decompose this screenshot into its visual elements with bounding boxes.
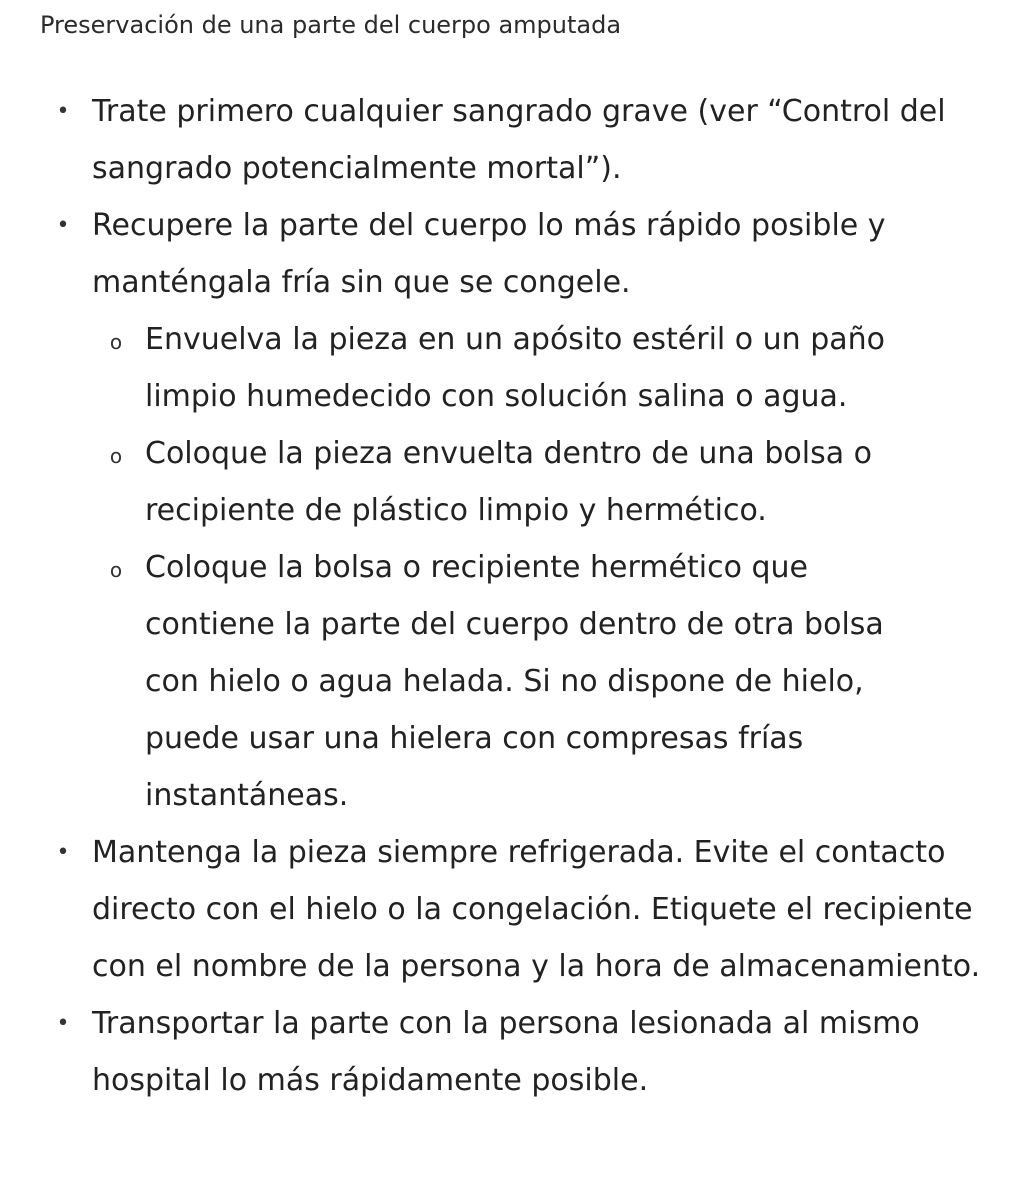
- sub-list-item-text: Coloque la bolsa o recipiente hermético que contiene la parte del cuerpo dentro de otra bolsa con hielo o agua helada. Si no dispone de hielo, puede usar una hielera con compresas frías instantáneas.: [145, 550, 884, 813]
- list-item-text: Transportar la parte con la persona lesionada al mismo hospital lo más rápidamente posible.: [92, 1006, 920, 1098]
- sub-bullet-icon: o: [109, 444, 123, 468]
- sub-instruction-list: [109, 311, 945, 824]
- bullet-icon: •: [56, 99, 70, 124]
- list-item-text: Recupere la parte del cuerpo lo más rápido posible y manténgala fría sin que se congele.: [92, 208, 886, 300]
- sub-bullet-icon: o: [109, 330, 123, 354]
- sub-list-item: [109, 539, 945, 824]
- list-item: [56, 995, 992, 1109]
- bullet-icon: •: [56, 840, 70, 865]
- bullet-icon: •: [56, 213, 70, 238]
- sub-list-item: [109, 425, 945, 539]
- list-item: [56, 197, 992, 824]
- list-item: [56, 83, 992, 197]
- page-title: Preservación de una parte del cuerpo amputada: [40, 11, 622, 39]
- bullet-icon: •: [56, 1011, 70, 1036]
- instruction-list: [56, 83, 992, 1109]
- list-item: [56, 824, 992, 995]
- sub-bullet-icon: o: [109, 558, 123, 582]
- list-item-text: Trate primero cualquier sangrado grave (ver “Control del sangrado potencialmente mortal”).: [92, 94, 946, 186]
- sub-list-item-text: Envuelva la pieza en un apósito estéril o un paño limpio humedecido con solución salina o agua.: [145, 322, 886, 414]
- list-item-text: Mantenga la pieza siempre refrigerada. Evite el contacto directo con el hielo o la congelación. Etiquete el recipiente con el nombre de la persona y la hora de almacenamiento.: [92, 835, 981, 984]
- sub-list-item-text: Coloque la pieza envuelta dentro de una bolsa o recipiente de plástico limpio y hermético.: [145, 436, 872, 528]
- sub-list-item: [109, 311, 945, 425]
